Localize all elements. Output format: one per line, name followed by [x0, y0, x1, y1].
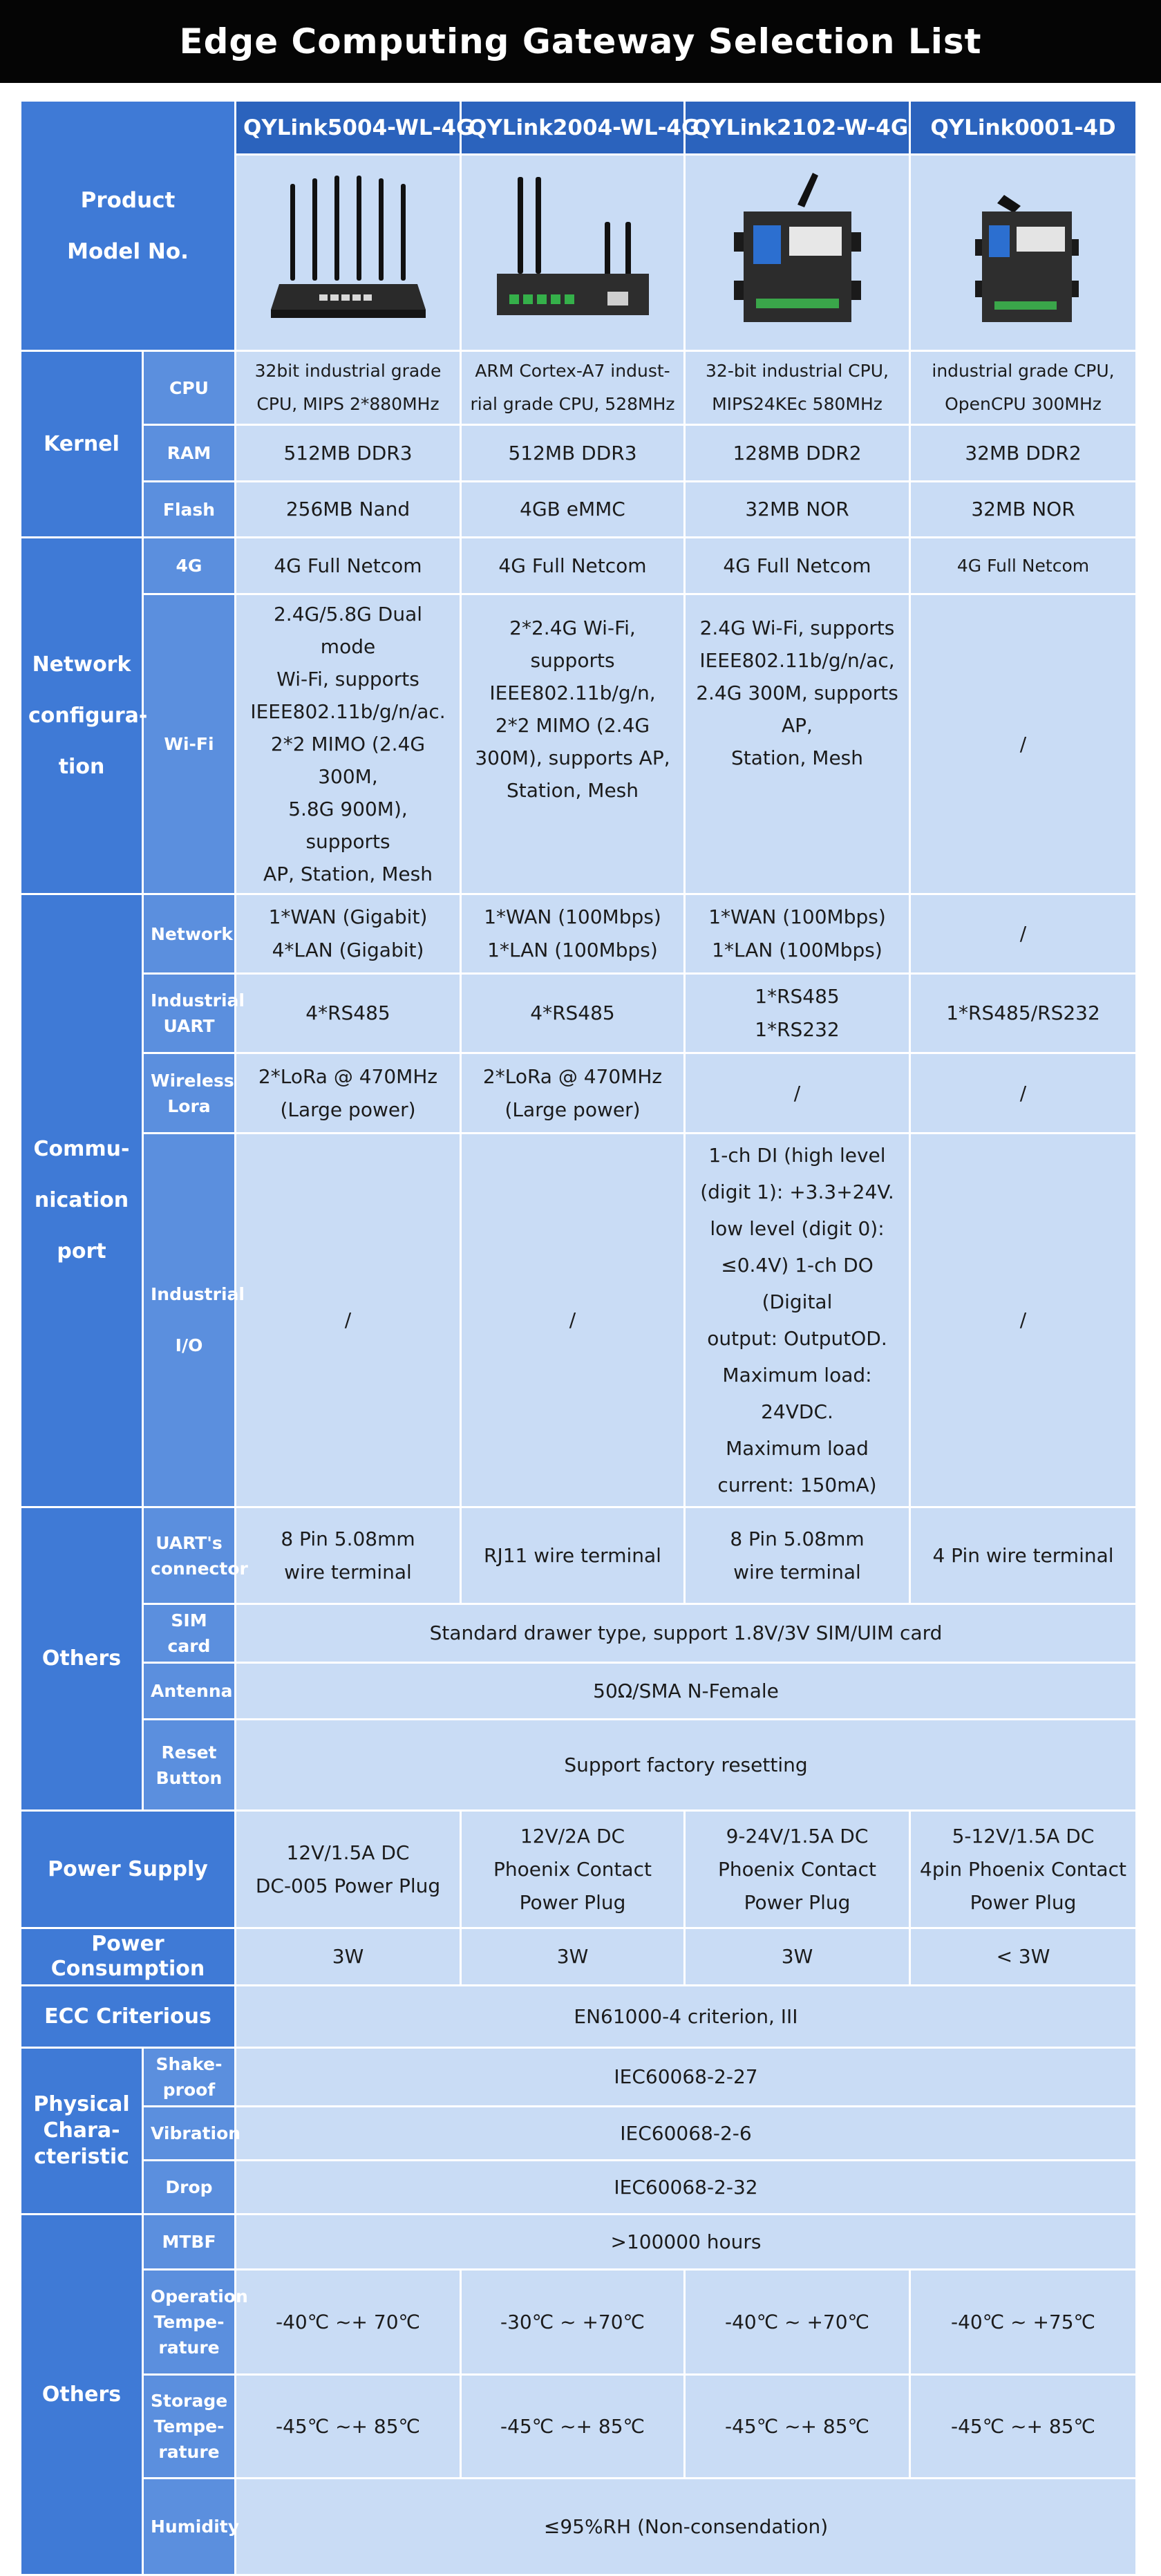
power-supply-value: 12V/2A DC Phoenix Contact Power Plug [461, 1811, 685, 1928]
spec-table [19, 100, 1138, 2576]
4g-label: 4G [143, 538, 236, 594]
wifi-value: 2*2.4G Wi-Fi, supports IEEE802.11b/g/n, 2*2 MIMO (2.4G 300M), supports AP, Station, Mesh [461, 594, 685, 894]
physical-characteristic-label: Physical Chara- cteristic [21, 2048, 143, 2215]
wifi-value: / [910, 594, 1137, 894]
kernel-label: Kernel [21, 351, 143, 538]
ram-value: 512MB DDR3 [461, 425, 685, 482]
shake-proof-label: Shake- proof [143, 2048, 236, 2107]
cpu-value: 32bit industrial grade CPU, MIPS 2*880MHz [236, 351, 461, 425]
4g-value: 4G Full Netcom [461, 538, 685, 594]
wireless-lora-value: / [685, 1053, 910, 1134]
model-name: QYLink2004-WL-4G [461, 101, 685, 155]
cpu-label: CPU [143, 351, 236, 425]
flash-value: 4GB eMMC [461, 482, 685, 538]
wifi-value: 2.4G/5.8G Dual mode Wi-Fi, supports IEEE802.11b/g/n/ac. 2*2 MIMO (2.4G 300M, 5.8G 900M), supports AP, Station, Mesh [236, 594, 461, 894]
wireless-lora-value: 2*LoRa @ 470MHz (Large power) [461, 1053, 685, 1134]
product-image [236, 155, 461, 351]
industrial-io-value: / [461, 1134, 685, 1507]
sim-card-value: Standard drawer type, support 1.8V/3V SIM/UIM card [236, 1604, 1137, 1663]
power-consumption-value: 3W [461, 1928, 685, 1986]
power-consumption-value: < 3W [910, 1928, 1137, 1986]
industrial-uart-value: 4*RS485 [461, 974, 685, 1053]
product-image [461, 155, 685, 351]
shake-proof-value: IEC60068-2-27 [236, 2048, 1137, 2107]
din-gateway-antenna-icon [694, 163, 901, 343]
cpu-value: industrial grade CPU, OpenCPU 300MHz [910, 351, 1137, 425]
4g-value: 4G Full Netcom [236, 538, 461, 594]
industrial-uart-label: Industrial UART [143, 974, 236, 1053]
wireless-lora-value: / [910, 1053, 1137, 1134]
power-supply-value: 5-12V/1.5A DC 4pin Phoenix Contact Power Plug [910, 1811, 1137, 1928]
industrial-io-value: 1-ch DI (high level (digit 1): +3.3+24V. low level (digit 0): ≤0.4V) 1-ch DO (Digital output: OutputOD. Maximum load: 24VDC. Maximum load current: 150mA) [685, 1134, 910, 1507]
page-title: Edge Computing Gateway Selection List [0, 0, 1161, 83]
vibration-label: Vibration [143, 2107, 236, 2161]
flash-value: 32MB NOR [685, 482, 910, 538]
uart-connector-value: 8 Pin 5.08mm wire terminal [685, 1507, 910, 1604]
flash-value: 32MB NOR [910, 482, 1137, 538]
reset-button-value: Support factory resetting [236, 1720, 1137, 1811]
operation-temperature-label: Operation Tempe- rature [143, 2270, 236, 2375]
uart-connector-value: 4 Pin wire terminal [910, 1507, 1137, 1604]
product-model-label: Product Model No. [21, 101, 236, 351]
network-port-value: 1*WAN (Gigabit) 4*LAN (Gigabit) [236, 894, 461, 974]
network-port-value: / [910, 894, 1137, 974]
others-label: Others [21, 1507, 143, 1811]
sim-card-label: SIM card [143, 1604, 236, 1663]
industrial-uart-value: 1*RS485 1*RS232 [685, 974, 910, 1053]
storage-temperature-value: -45℃ ~+ 85℃ [685, 2375, 910, 2479]
storage-temperature-label: Storage Tempe- rature [143, 2375, 236, 2479]
industrial-io-label: Industrial I/O [143, 1134, 236, 1507]
wireless-lora-value: 2*LoRa @ 470MHz (Large power) [236, 1053, 461, 1134]
drop-label: Drop [143, 2161, 236, 2215]
ram-value: 128MB DDR2 [685, 425, 910, 482]
power-supply-value: 12V/1.5A DC DC-005 Power Plug [236, 1811, 461, 1928]
mtbf-label: MTBF [143, 2215, 236, 2270]
network-port-value: 1*WAN (100Mbps) 1*LAN (100Mbps) [685, 894, 910, 974]
cpu-value: 32-bit industrial CPU, MIPS24KEc 580MHz [685, 351, 910, 425]
uart-connector-label: UART's connector [143, 1507, 236, 1604]
uart-connector-value: 8 Pin 5.08mm wire terminal [236, 1507, 461, 1604]
ecc-criterious-value: EN61000-4 criterion, III [236, 1986, 1137, 2048]
model-name: QYLink2102-W-4G [685, 101, 910, 155]
humidity-label: Humidity [143, 2479, 236, 2575]
power-supply-value: 9-24V/1.5A DC Phoenix Contact Power Plug [685, 1811, 910, 1928]
din-module-icon [920, 163, 1127, 343]
operation-temperature-value: -40℃ ~ +75℃ [910, 2270, 1137, 2375]
ram-value: 512MB DDR3 [236, 425, 461, 482]
cpu-value: ARM Cortex-A7 indust- rial grade CPU, 528MHz [461, 351, 685, 425]
wifi-value: 2.4G Wi-Fi, supports IEEE802.11b/g/n/ac, 2.4G 300M, supports AP, Station, Mesh [685, 594, 910, 894]
storage-temperature-value: -45℃ ~+ 85℃ [461, 2375, 685, 2479]
power-supply-label: Power Supply [21, 1811, 236, 1928]
network-port-label: Network [143, 894, 236, 974]
router-5-antenna-icon [245, 163, 452, 343]
uart-connector-value: RJ11 wire terminal [461, 1507, 685, 1604]
humidity-value: ≤95%RH (Non-consendation) [236, 2479, 1137, 2575]
industrial-uart-value: 4*RS485 [236, 974, 461, 1053]
ram-value: 32MB DDR2 [910, 425, 1137, 482]
ram-label: RAM [143, 425, 236, 482]
antenna-label: Antenna [143, 1663, 236, 1720]
product-image [685, 155, 910, 351]
power-consumption-label: Power Consumption [21, 1928, 236, 1986]
4g-value: 4G Full Netcom [910, 538, 1137, 594]
network-configuration-label: Network configura- tion [21, 538, 143, 894]
4g-value: 4G Full Netcom [685, 538, 910, 594]
wifi-label: Wi-Fi [143, 594, 236, 894]
industrial-io-value: / [910, 1134, 1137, 1507]
drop-value: IEC60068-2-32 [236, 2161, 1137, 2215]
model-name: QYLink5004-WL-4G [236, 101, 461, 155]
ecc-criterious-label: ECC Criterious [21, 1986, 236, 2048]
operation-temperature-value: -40℃ ~ +70℃ [685, 2270, 910, 2375]
router-4-antenna-icon [469, 163, 677, 343]
wireless-lora-label: Wireless Lora [143, 1053, 236, 1134]
flash-value: 256MB Nand [236, 482, 461, 538]
mtbf-value: >100000 hours [236, 2215, 1137, 2270]
reset-button-label: Reset Button [143, 1720, 236, 1811]
product-image [910, 155, 1137, 351]
communication-port-label: Commu- nication port [21, 894, 143, 1507]
others-label: Others [21, 2215, 143, 2575]
power-consumption-value: 3W [236, 1928, 461, 1986]
storage-temperature-value: -45℃ ~+ 85℃ [910, 2375, 1137, 2479]
operation-temperature-value: -40℃ ~+ 70℃ [236, 2270, 461, 2375]
network-port-value: 1*WAN (100Mbps) 1*LAN (100Mbps) [461, 894, 685, 974]
flash-label: Flash [143, 482, 236, 538]
vibration-value: IEC60068-2-6 [236, 2107, 1137, 2161]
model-name: QYLink0001-4D [910, 101, 1137, 155]
industrial-uart-value: 1*RS485/RS232 [910, 974, 1137, 1053]
antenna-value: 50Ω/SMA N-Female [236, 1663, 1137, 1720]
operation-temperature-value: -30℃ ~ +70℃ [461, 2270, 685, 2375]
industrial-io-value: / [236, 1134, 461, 1507]
storage-temperature-value: -45℃ ~+ 85℃ [236, 2375, 461, 2479]
power-consumption-value: 3W [685, 1928, 910, 1986]
